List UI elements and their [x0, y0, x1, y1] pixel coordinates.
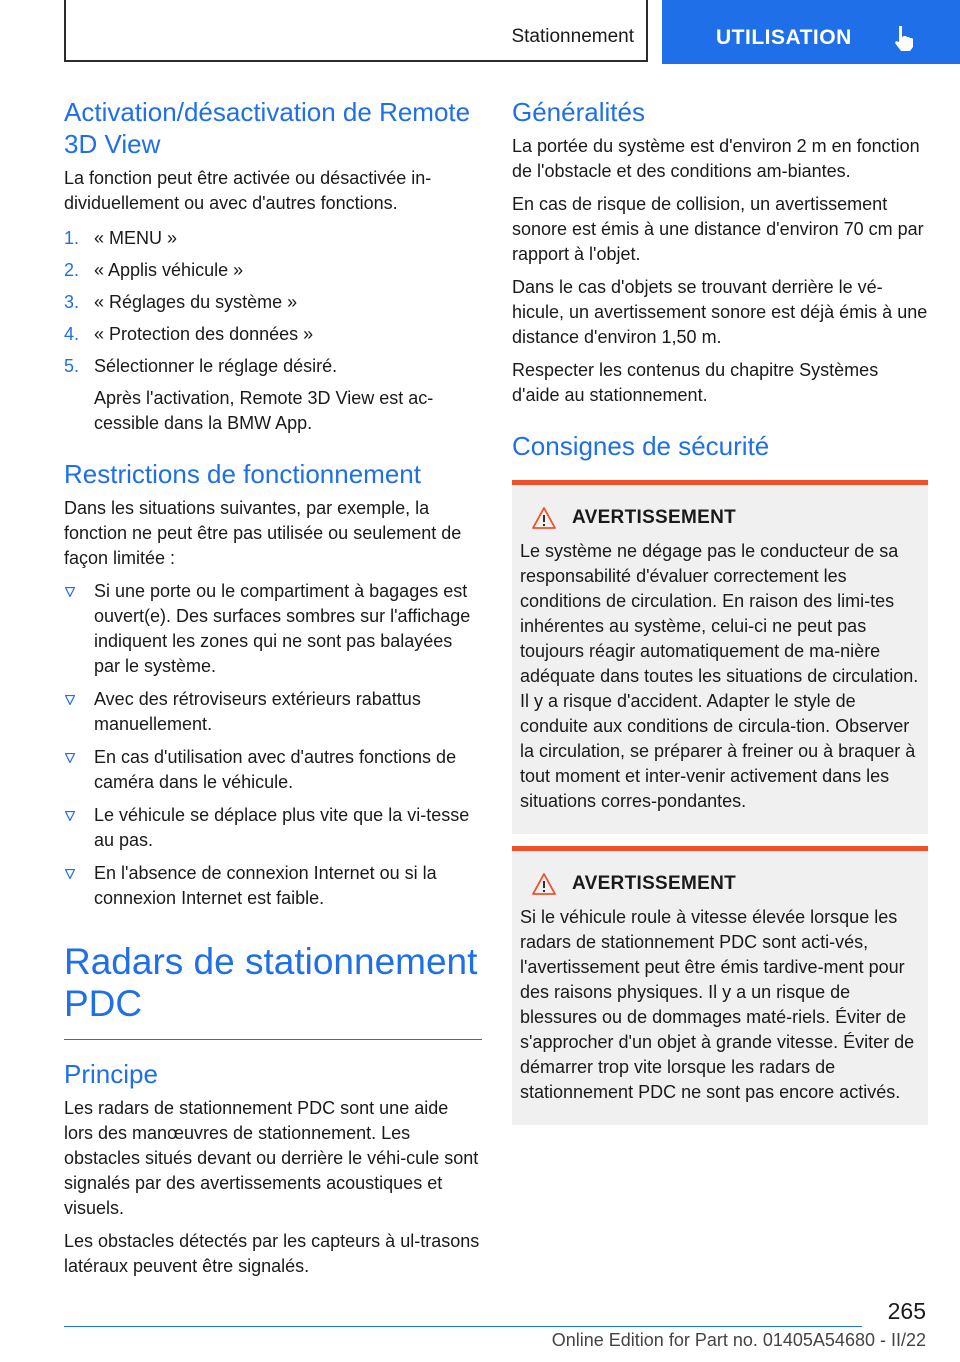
warning-header	[520, 507, 920, 529]
list-item-text: Le véhicule se déplace plus vite que la vi-tesse au pas.	[94, 805, 470, 850]
list-item-text: Avec des rétroviseurs extérieurs rabattus manuellement.	[94, 689, 421, 734]
activation-heading: Activation/désactivation de Remote 3D View	[64, 97, 471, 159]
warning-triangle-icon	[532, 873, 556, 895]
list-item	[64, 579, 482, 679]
step-number: 4.	[64, 324, 80, 344]
step-item	[64, 258, 482, 283]
step-number: 5.	[64, 356, 80, 376]
step-number: 1.	[64, 228, 80, 248]
list-item	[64, 745, 482, 795]
warning-title: AVERTISSEMENT	[572, 873, 737, 894]
generalites-paragraph: En cas de risque de collision, un avertissement sonore est émis à une distance d'environ 70 cm par rapport à l'objet.	[512, 194, 924, 264]
principe-paragraph: Les radars de stationnement PDC sont une aide lors des manœuvres de stationnement. Les obstacles situés devant ou derrière le véhi-cule sont signalés par des avertissements acoustiques et visuels.	[64, 1098, 479, 1218]
edition-note: Online Edition for Part no. 01405A54680 - II/22	[551, 1330, 926, 1350]
triangle-bullet-icon	[65, 869, 75, 879]
left-column	[64, 96, 482, 1287]
warning-header	[520, 873, 920, 895]
page-number: 265	[887, 1298, 926, 1324]
triangle-bullet-icon	[65, 695, 75, 705]
warning-box	[512, 846, 928, 1125]
generalites-paragraph: La portée du système est d'environ 2 m en fonction de l'obstacle et des conditions am-biantes.	[512, 136, 920, 181]
principe-paragraph: Les obstacles détectés par les capteurs à ul-trasons latéraux peuvent être signalés.	[64, 1231, 480, 1276]
step-number: 2.	[64, 260, 80, 280]
step-text: « Applis véhicule »	[94, 260, 244, 280]
list-item	[64, 803, 482, 853]
warning-text: Le système ne dégage pas le conducteur de sa responsabilité d'évaluer correctement les conditions de circulation. En raison des limi-tes inhérentes au système, celui-ci ne peut pas toujours réagir automatiquement de ma-nière adéquate dans toutes les situations de circulation. Il y a risque d'accident. Adapter le style de conduite aux conditions de circula-tion. Observer la circulation, se préparer à freiner ou à braquer à tout moment et inter-venir activement dans les situations corres-pondantes.	[520, 541, 919, 811]
restrictions-heading: Restrictions de fonctionnement	[64, 459, 421, 489]
step-item	[64, 322, 482, 347]
list-item	[64, 687, 482, 737]
list-item	[64, 861, 482, 911]
step-text: « MENU »	[94, 228, 178, 248]
activation-intro: La fonction peut être activée ou désactivée in-dividuellement ou avec d'autres fonctions.	[64, 168, 432, 213]
triangle-bullet-icon	[65, 753, 75, 763]
step-number: 3.	[64, 292, 80, 312]
generalites-paragraph: Respecter les contenus du chapitre Systèmes d'aide au stationnement.	[512, 360, 879, 405]
step-item	[64, 290, 482, 315]
chapter-tab	[662, 0, 960, 64]
warning-text: Si le véhicule roule à vitesse élevée lorsque les radars de stationnement PDC sont acti-vés, l'avertissement peut être émis tardive-ment pour des raisons physiques. Il y a un risque de blessures ou de dommages maté-riels. Éviter de s'approcher d'un objet à grande vitesse. Éviter de démarrer trop vite lorsque les radars de stationnement PDC ne sont pas encore activés.	[520, 907, 915, 1102]
securite-heading: Consignes de sécurité	[512, 431, 770, 461]
chapter-rule	[64, 1039, 482, 1040]
chapter-label: UTILISATION	[716, 26, 852, 49]
principe-heading: Principe	[64, 1059, 158, 1089]
triangle-bullet-icon	[65, 811, 75, 821]
section-title: Stationnement	[511, 26, 634, 47]
step-item	[64, 354, 482, 379]
list-item-text: En cas d'utilisation avec d'autres fonctions de caméra dans le véhicule.	[94, 747, 457, 792]
warning-box	[512, 480, 928, 834]
footer-rule	[64, 1326, 862, 1327]
chapter-title: Radars de stationnement PDC	[64, 941, 478, 1024]
hand-pointer-icon	[890, 24, 918, 52]
step-text: « Protection des données »	[94, 324, 314, 344]
running-header	[64, 0, 648, 62]
triangle-bullet-icon	[65, 587, 75, 597]
restrictions-list	[64, 579, 482, 911]
step-item	[64, 226, 482, 251]
generalites-paragraph: Dans le cas d'objets se trouvant derrière le vé-hicule, un avertissement sonore est déjà émis à une distance d'environ 1,50 m.	[512, 277, 928, 347]
step-note: Après l'activation, Remote 3D View est ac-cessible dans la BMW App.	[94, 388, 434, 433]
warning-triangle-icon	[532, 507, 556, 529]
warning-title: AVERTISSEMENT	[572, 507, 737, 528]
step-text: Sélectionner le réglage désiré.	[94, 356, 338, 376]
list-item-text: En l'absence de connexion Internet ou si la connexion Internet est faible.	[94, 863, 437, 908]
generalites-heading: Généralités	[512, 97, 645, 127]
step-text: « Réglages du système »	[94, 292, 298, 312]
activation-steps	[64, 226, 482, 379]
restrictions-intro: Dans les situations suivantes, par exemple, la fonction ne peut être pas utilisée ou seulement de façon limitée :	[64, 498, 462, 568]
right-column	[512, 96, 928, 1125]
list-item-text: Si une porte ou le compartiment à bagages est ouvert(e). Des surfaces sombres sur l'affichage indiquent les zones qui ne sont pas balayées par le système.	[94, 581, 471, 676]
